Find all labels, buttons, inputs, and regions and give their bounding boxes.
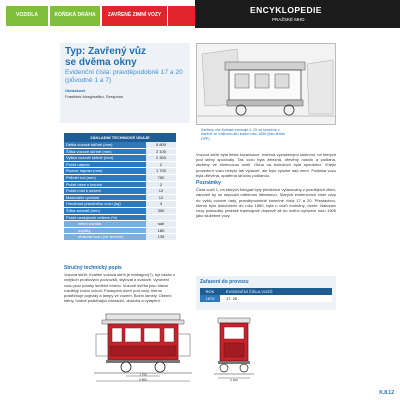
tech-row-label: Maximální rychlost [64,195,146,201]
tech-row-label: obsluha vozu (ve zimním) [64,234,146,240]
tech-table-heading: ZÁKLADNÍ TECHNICKÉ ÚDAJE [64,133,176,142]
service-table-header: ROK EVIDENČNÍ ČÍSLA VOZŮ [200,288,332,295]
side-view-drawing [88,312,198,384]
tech-row-value: 1 700 [146,168,176,174]
tech-row [64,195,176,202]
tech-row [64,208,176,215]
tech-row-label: zimní vozidla [64,221,146,227]
tech-row-value: 12 [146,188,176,194]
tech-row [64,188,176,195]
tech-row-label: Výška vozové skříně (mm) [64,155,146,161]
tech-row [64,201,176,208]
tech-row-label: Průměr kol (mm) [64,175,146,181]
tech-row-label: Počet cestujících celkem (%) [64,215,146,221]
historic-photo [196,43,336,125]
tech-row [64,142,176,149]
tech-row-value [146,215,176,221]
technical-description [64,266,176,303]
tech-table [64,133,176,241]
header-title-block [195,0,400,28]
tech-row-value: 750 [146,175,176,181]
tech-row-label: pojížky [64,228,146,234]
tech-row-label: Počet oken v bocích [64,182,146,188]
dimension-total: 5 800 [139,377,147,382]
tech-row-value: 2 100 [146,149,176,155]
tech-row-value: sail [146,221,176,227]
tram-photo-sketch [197,44,335,124]
notes-paragraph: Čísla vozů 1, na kterých fotograf byly předchozí vyřazovány z pozdějších dílen, zároveň by se nepoužil odbornou literaturou. Starých evidenčních čísel vozy do vyšší vozové řady, pravděpodobně konečné čísla 17 a 20. Přestavbou, kterou bylo dokončeno do roku 1890, byla u vozů mohutný, dveře. Nakonec vozy posloužily pražské tramvajové dopravě až do svého vyřazení roku 1905 jako služebné vozy. [196,187,336,219]
tech-row-value: 300 [146,208,176,214]
title-panel [60,43,190,123]
tech-row-label: Počet náprav [64,162,146,168]
encyclopedia-subtitle: PRAŽSKÉ MHD [272,17,305,22]
tech-row [64,182,176,189]
front-view-drawing [212,316,256,382]
tab-konska-draha[interactable]: KOŇSKÁ DRÁHA [50,6,100,26]
header-accent [168,6,196,26]
dimension-width: 2 100 [230,378,238,382]
header [0,0,400,30]
tech-row-label: Hmotnost prázdného vozu (kg) [64,201,146,207]
dimension-base: 1 700 [139,372,147,377]
tech-row [64,215,176,222]
author: František Mraghrafiko, Seraphon [65,94,124,99]
tech-row-value: 5 800 [146,142,176,148]
photo-caption: Zavřený vůz Koňské tramvaje č. 20 na konečné v Karlíně ve Vnitřním ulici kolem roku 1890 (foto archiv DPP) [201,128,286,141]
tech-row [64,149,176,156]
encyclopedia-title: ENCYKLOPEDIE [250,5,322,15]
tech-row [64,168,176,175]
description-paragraph: Vozová skříň byla lehké konstrukce, tvořená vyztuženými koleními, na kterých pod stěny spočívaly. Tak vozu byla železná, dřevěný nosník a podlaha, ztuženy ve čtvercovou ocelí. Okna na bočnicích byla spouštěcí. Vnější provedení vozu nebylo tak výrazné, ale bylo vysoké nad zemí. Podlaha vozu byla dřevěná, opatřená laťovou podlahou. [196,152,336,178]
technical-description-text: Vozová skříň: Kvalitní vozová skříň je mahagon(?), byl vázán z vnějších profilových podvozků, stylovat a svalové. Vyrobení vozu jsou potahy šedého ehrmo. Vozové dvířka jsou hlavní rozdělují boční vchod. Postupem dveří pod vozy, kterou postěžnuje pojezdy a lampy ve vozem. Boční lamely. Okenní stěny, hodně podléhající náhradní, obsluha a vytápění. [64,272,175,304]
right-column-text [196,152,336,218]
evidence-numbers: Evidenční čísla: pravděpodobně 17 a 20 (původně 1 a 7) [65,69,183,84]
tech-row [64,175,176,182]
page-number: K.8.12 [379,390,394,396]
tech-row [64,155,176,162]
service-table-heading: Zařazení do provozu [200,279,249,285]
tech-row-value: 135 [146,234,176,240]
tech-row-label: Rozvor náprav (mm) [64,168,146,174]
notes-heading: Poznámky [196,180,221,187]
service-table-row: 1875 17, 20 [200,295,332,302]
tech-row-label: Šířka vozové skříně (mm) [64,149,146,155]
tab-vozidla[interactable]: VOZIDLA [6,6,48,26]
tech-row-value: 180 [146,228,176,234]
tech-row-value: 12 [146,195,176,201]
tab-zavrene-vozy[interactable]: ZAVŘENÉ ZIMNÍ VOZY [102,6,167,26]
tech-row-value: 2 [146,162,176,168]
tech-row-label: Délka vozové skříně (mm) [64,142,146,148]
tech-row [64,162,176,169]
tech-row-label: Šířka schodů (mm) [64,208,146,214]
tech-row-label: Počet míst k sezení [64,188,146,194]
tech-row-value: 2 [146,182,176,188]
tech-row-value: 2 300 [146,155,176,161]
page-title: Typ: Zavřený vůz se dvěma okny [65,46,146,68]
tech-row-value: 3 [146,201,176,207]
tech-row [64,228,176,235]
service-table-box [196,276,336,310]
tech-row [64,234,176,241]
author-label: Obrázkové [65,88,86,93]
technical-description-heading: Stručný technický popis [64,265,122,271]
tech-row [64,221,176,228]
